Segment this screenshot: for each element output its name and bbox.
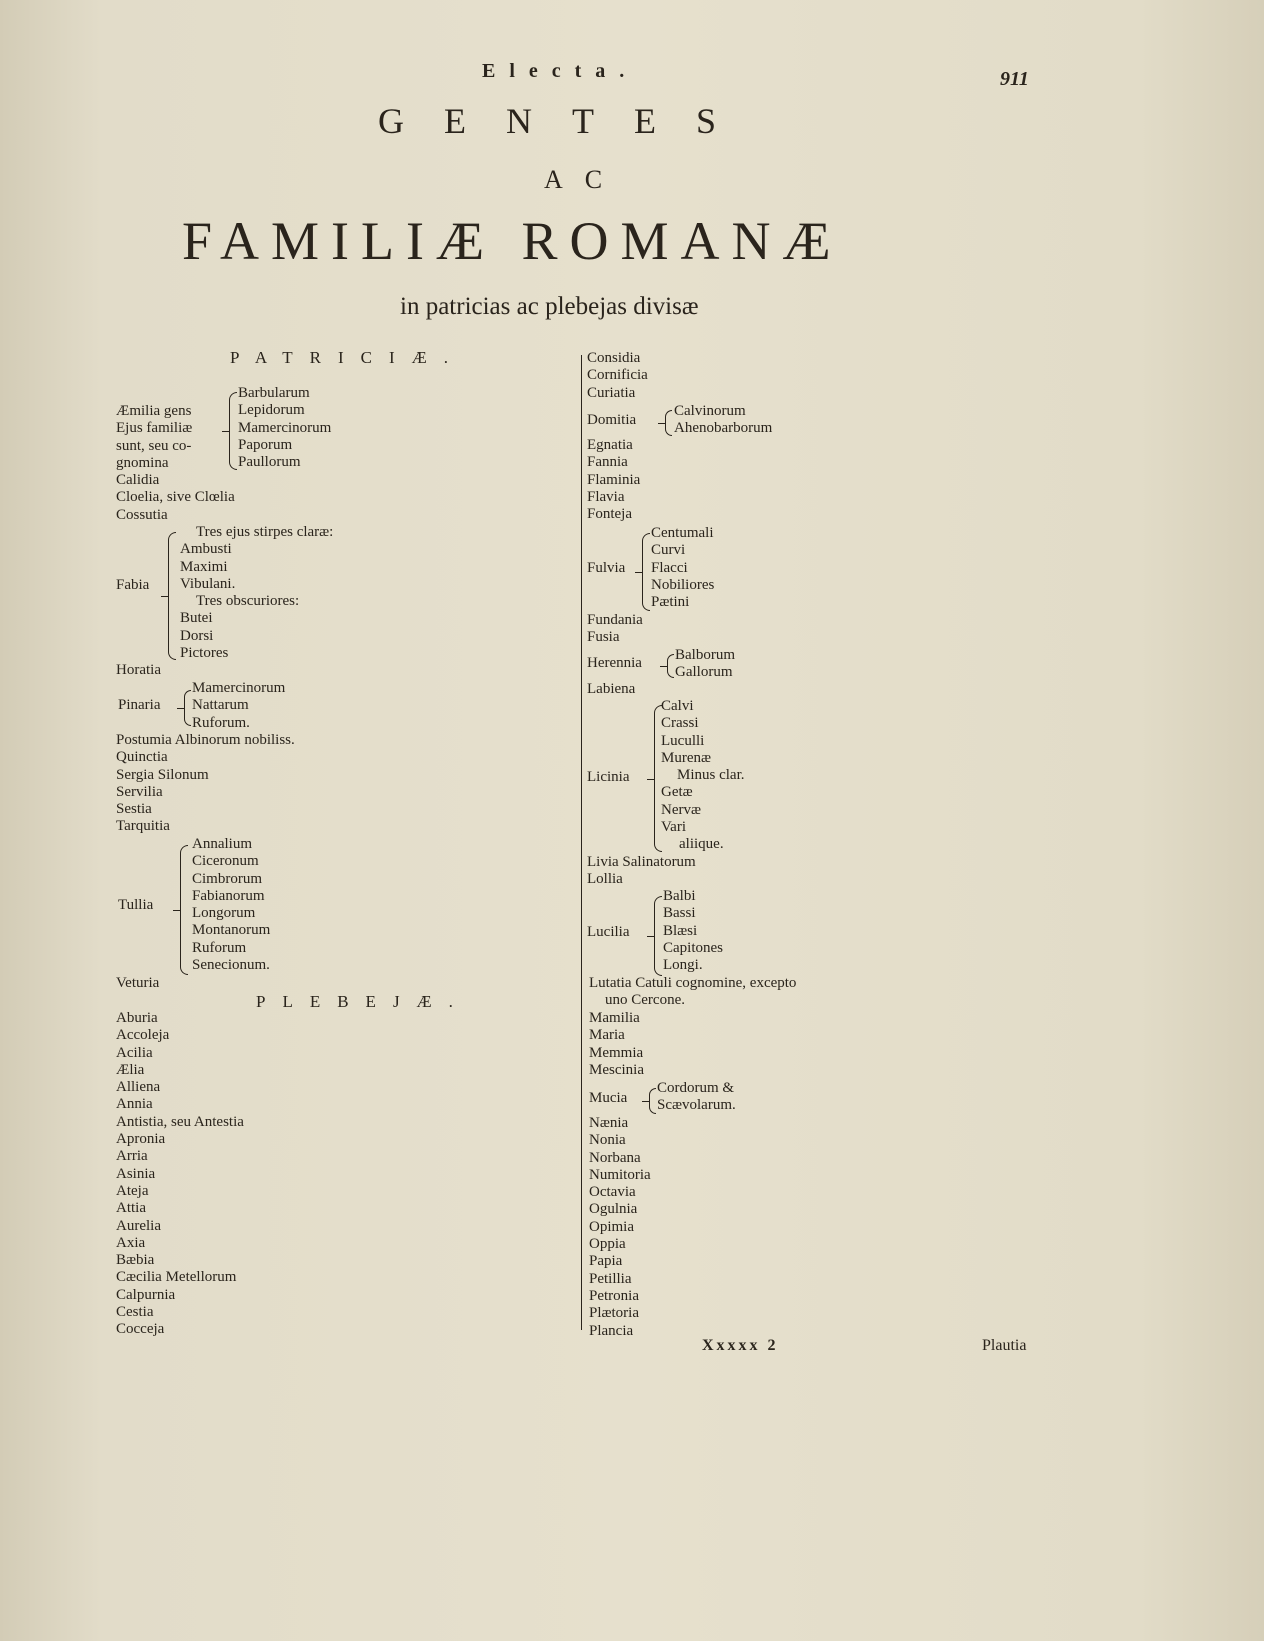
list-item: Horatia bbox=[116, 662, 161, 678]
branch-item: aliique. bbox=[679, 836, 724, 853]
fulvia-name: Fulvia bbox=[587, 560, 626, 576]
branch-heading: Tres ejus stirpes claræ: bbox=[196, 524, 334, 540]
list-item: Fusia bbox=[587, 629, 620, 646]
branch-item: Vari bbox=[661, 819, 686, 836]
list-item: Postumia Albinorum nobiliss. bbox=[116, 732, 295, 748]
list-item: Fundania bbox=[587, 612, 643, 628]
right-list-c bbox=[587, 612, 643, 647]
fabia-brace bbox=[168, 532, 176, 660]
aemilia-line: Æmilia gens bbox=[116, 403, 192, 419]
mucia-name: Mucia bbox=[589, 1090, 628, 1106]
branch-item: Calvinorum bbox=[674, 403, 746, 419]
running-head: Electa. bbox=[482, 60, 639, 82]
list-item: Livia Salinatorum bbox=[587, 854, 696, 870]
list-item: Fannia bbox=[587, 454, 628, 471]
branch-item: Maximi bbox=[180, 558, 228, 575]
branch-item: Centumali bbox=[651, 525, 714, 541]
list-item: Petillia bbox=[589, 1270, 632, 1287]
list-item: Arria bbox=[116, 1148, 148, 1165]
aemilia-text bbox=[116, 403, 192, 472]
domitia-branches bbox=[674, 403, 772, 438]
branch-item: Longi. bbox=[663, 957, 703, 974]
list-item: Cestia bbox=[116, 1304, 154, 1321]
branch-heading: Tres obscuriores: bbox=[196, 593, 300, 610]
subtitle: in patricias ac plebejas divisæ bbox=[400, 293, 699, 320]
mucia-brace bbox=[649, 1088, 656, 1114]
domitia-brace bbox=[665, 410, 672, 436]
branch-item: Cimbrorum bbox=[192, 870, 262, 887]
list-item: Flaminia bbox=[587, 471, 641, 488]
list-item: Sestia bbox=[116, 801, 152, 818]
branch-item: Balbi bbox=[663, 888, 696, 904]
list-item: Plancia bbox=[589, 1322, 634, 1339]
list-item: Plætoria bbox=[589, 1305, 640, 1322]
list-item: Lutatia Catuli cognomine, excepto bbox=[589, 975, 797, 991]
list-item: Curiatia bbox=[587, 384, 636, 401]
branch-item: Ciceronum bbox=[192, 853, 259, 870]
list-item: Bæbia bbox=[116, 1252, 155, 1269]
list-item: Norbana bbox=[589, 1149, 641, 1166]
branch-item: Paullorum bbox=[238, 454, 301, 471]
branch-item: Gallorum bbox=[675, 664, 733, 681]
herennia-branches bbox=[675, 647, 735, 682]
branch-item: Scævolarum. bbox=[657, 1097, 736, 1114]
aemilia-line: Ejus familiæ bbox=[116, 420, 193, 437]
list-item: Apronia bbox=[116, 1131, 166, 1148]
list-item: Sergia Silonum bbox=[116, 766, 209, 783]
list-item: Flavia bbox=[587, 488, 625, 505]
list-item: Alliena bbox=[116, 1079, 161, 1096]
list-item: Lollia bbox=[587, 871, 623, 888]
list-item: Accoleja bbox=[116, 1027, 170, 1044]
list-item: Octavia bbox=[589, 1184, 636, 1201]
right-list-b bbox=[587, 437, 640, 523]
list-item: Aurelia bbox=[116, 1217, 161, 1234]
right-list-a bbox=[587, 350, 648, 402]
list-item: Mamilia bbox=[589, 1010, 640, 1026]
list-item: Maria bbox=[589, 1027, 625, 1044]
list-item: Nænia bbox=[589, 1115, 629, 1131]
column-rule bbox=[581, 355, 582, 1330]
branch-item: Blæsi bbox=[663, 922, 698, 939]
patriciae-list-a bbox=[116, 472, 235, 524]
branch-item: Pictores bbox=[180, 645, 229, 662]
list-item: Antistia, seu Antestia bbox=[116, 1113, 244, 1130]
list-item: Calpurnia bbox=[116, 1286, 176, 1303]
list-item: Acilia bbox=[116, 1044, 153, 1061]
pinaria-name: Pinaria bbox=[118, 697, 161, 713]
domitia-name: Domitia bbox=[587, 412, 637, 428]
signature-mark: Xxxxx 2 bbox=[702, 1337, 779, 1354]
aemilia-line: gnomina bbox=[116, 454, 169, 471]
branch-item: Nervæ bbox=[661, 801, 701, 818]
aemilia-brace bbox=[229, 392, 237, 470]
aemilia-line: sunt, seu co- bbox=[116, 437, 192, 454]
list-item: Ogulnia bbox=[589, 1201, 638, 1218]
list-item: Axia bbox=[116, 1234, 146, 1251]
list-item: Asinia bbox=[116, 1165, 156, 1182]
herennia-name: Herennia bbox=[587, 655, 642, 671]
branch-item: Crassi bbox=[661, 715, 699, 732]
list-item: Cossutia bbox=[116, 506, 168, 523]
licinia-branches bbox=[661, 698, 745, 854]
branch-heading: Minus clar. bbox=[677, 767, 745, 784]
list-item-continuation: uno Cercone. bbox=[605, 992, 685, 1009]
list-item: Veturia bbox=[116, 975, 160, 991]
branch-item: Murenæ bbox=[661, 749, 711, 766]
section-heading-patriciae: PATRICIÆ. bbox=[230, 348, 466, 367]
branch-item: Ruforum bbox=[192, 939, 247, 956]
lutatia-entry bbox=[589, 975, 796, 1010]
branch-item: Calvi bbox=[661, 698, 694, 714]
branch-item: Senecionum. bbox=[192, 957, 270, 974]
title-line-1: GENTES bbox=[378, 101, 756, 141]
list-item: Considia bbox=[587, 350, 641, 366]
branch-item: Ahenobarborum bbox=[674, 420, 773, 437]
list-item: Fonteja bbox=[587, 506, 632, 523]
herennia-brace bbox=[667, 654, 674, 678]
lucilia-name: Lucilia bbox=[587, 924, 630, 940]
branch-item: Butei bbox=[180, 610, 213, 627]
list-item: Oppia bbox=[589, 1236, 626, 1253]
branch-item: Lepidorum bbox=[238, 402, 305, 419]
pinaria-branches bbox=[192, 680, 285, 732]
branch-item: Dorsi bbox=[180, 627, 214, 644]
branch-item: Capitones bbox=[663, 939, 723, 956]
list-item: Mescinia bbox=[589, 1061, 644, 1078]
title-line-3: FAMILIÆ ROMANÆ bbox=[182, 211, 843, 271]
list-item: Cæcilia Metellorum bbox=[116, 1269, 237, 1286]
list-item: Annia bbox=[116, 1096, 153, 1113]
list-item: Nonia bbox=[589, 1132, 626, 1149]
fulvia-brace bbox=[642, 533, 650, 611]
branch-item: Pætini bbox=[651, 594, 690, 611]
list-item: Papia bbox=[589, 1253, 623, 1270]
tullia-branches bbox=[192, 836, 270, 974]
list-item: Quinctia bbox=[116, 749, 168, 766]
list-item: Ælia bbox=[116, 1061, 145, 1078]
branch-item: Nattarum bbox=[192, 697, 249, 714]
branch-item: Cordorum & bbox=[657, 1080, 735, 1096]
branch-item: Fabianorum bbox=[192, 887, 265, 904]
fabia-branches bbox=[180, 524, 333, 662]
branch-item: Barbularum bbox=[238, 385, 310, 401]
branch-item: Flacci bbox=[651, 559, 688, 576]
branch-item: Longorum bbox=[192, 905, 256, 922]
patriciae-list-b bbox=[116, 732, 295, 836]
pinaria-brace bbox=[184, 690, 191, 726]
list-item: Tarquitia bbox=[116, 818, 170, 835]
page-number: 911 bbox=[1000, 68, 1029, 90]
aemilia-branches bbox=[238, 385, 331, 471]
lucilia-branches bbox=[663, 888, 723, 974]
list-item: Opimia bbox=[589, 1218, 634, 1235]
branch-item: Montanorum bbox=[192, 922, 271, 939]
catchword: Plautia bbox=[982, 1337, 1027, 1354]
branch-item: Paporum bbox=[238, 436, 293, 453]
list-item: Memmia bbox=[589, 1044, 644, 1061]
list-item: Calidia bbox=[116, 472, 160, 488]
list-item: Ateja bbox=[116, 1182, 149, 1199]
branch-item: Annalium bbox=[192, 836, 252, 852]
branch-item: Nobiliores bbox=[651, 576, 715, 593]
list-item: Numitoria bbox=[589, 1166, 651, 1183]
list-item: Cloelia, sive Clœlia bbox=[116, 489, 235, 506]
right-list-d bbox=[587, 854, 696, 889]
branch-item: Curvi bbox=[651, 542, 686, 559]
branch-item: Balborum bbox=[675, 647, 735, 663]
list-item: Egnatia bbox=[587, 437, 633, 453]
branch-item: Mamercinorum bbox=[192, 680, 286, 696]
list-item: Petronia bbox=[589, 1287, 639, 1304]
branch-item: Getæ bbox=[661, 784, 693, 801]
list-item: Cornificia bbox=[587, 367, 648, 384]
list-item: Aburia bbox=[116, 1010, 158, 1026]
branch-item: Mamercinorum bbox=[238, 419, 332, 436]
list-item: Cocceja bbox=[116, 1321, 165, 1338]
branch-item: Ambusti bbox=[180, 541, 232, 558]
right-list-f bbox=[589, 1115, 651, 1340]
tullia-brace bbox=[180, 845, 188, 975]
branch-item: Bassi bbox=[663, 905, 696, 922]
fabia-name: Fabia bbox=[116, 577, 150, 593]
plebejae-list bbox=[116, 1010, 244, 1339]
branch-item: Luculli bbox=[661, 732, 705, 749]
tullia-name: Tullia bbox=[118, 897, 154, 913]
section-heading-plebejae: PLEBEJÆ. bbox=[256, 992, 470, 1011]
title-line-2: AC bbox=[544, 165, 625, 194]
branch-item: Vibulani. bbox=[180, 575, 236, 592]
fulvia-branches bbox=[651, 525, 714, 611]
branch-item: Ruforum. bbox=[192, 714, 250, 731]
licinia-name: Licinia bbox=[587, 769, 630, 785]
right-list-e bbox=[589, 1010, 644, 1079]
mucia-branches bbox=[657, 1080, 736, 1115]
lucilia-brace bbox=[654, 896, 662, 976]
list-item: Servilia bbox=[116, 783, 163, 800]
list-item: Attia bbox=[116, 1200, 146, 1217]
list-item: Labiena bbox=[587, 681, 636, 697]
